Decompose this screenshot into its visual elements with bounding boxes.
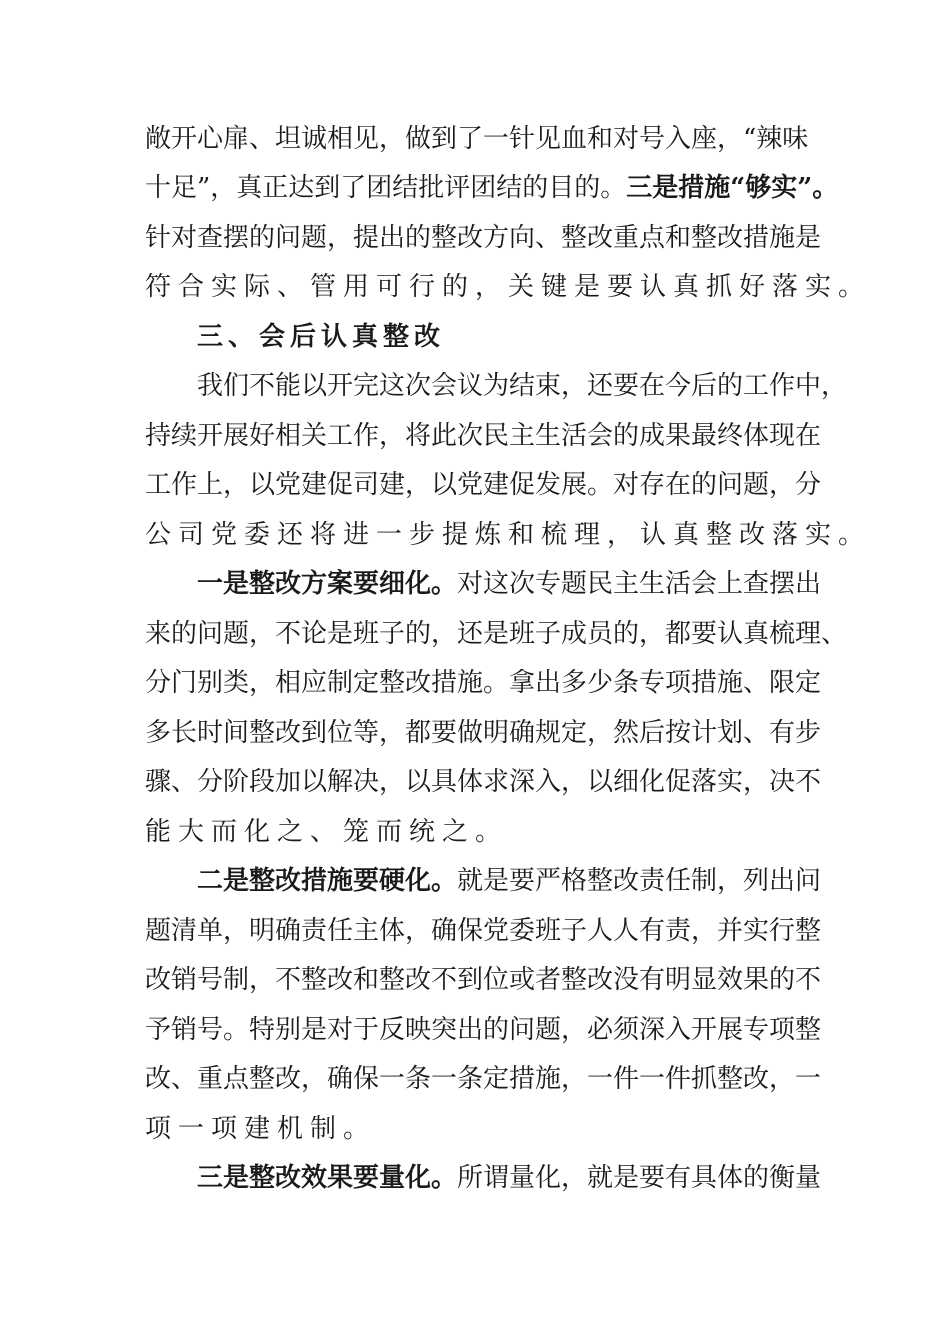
paragraph-line <box>145 617 848 651</box>
paragraph-line <box>145 815 806 849</box>
text-segment: 敞开心扉、坦诚相见，做到了一针见血和对号入座，“辣味 <box>145 124 809 154</box>
text-segment: 能大而化之、笼而统之。 <box>145 817 509 847</box>
paragraph-line <box>145 666 822 700</box>
text-segment: 改销号制，不整改和整改不到位或者整改没有明显效果的不 <box>145 965 822 995</box>
paragraph-line <box>145 1112 806 1146</box>
text-segment: 十足”，真正达到了团结批评团结的目的。 <box>145 173 627 203</box>
emphasis-segment: 三是措施“够实”。 <box>626 173 839 203</box>
text-segment: 对这次专题民主生活会上查摆出 <box>457 569 822 599</box>
emphasis-segment: 二是整改措施要硬化。 <box>197 866 458 896</box>
text-segment: 改、重点整改，确保一条一条定措施，一件一件抓整改，一 <box>145 1064 822 1094</box>
text-segment: 骤、分阶段加以解决，以具体求深入，以细化促落实，决不 <box>145 767 822 797</box>
paragraph-line <box>145 765 822 799</box>
paragraph-line <box>145 221 822 255</box>
paragraph-line <box>145 419 822 453</box>
paragraph-line <box>145 468 822 502</box>
text-segment: 公司党委还将进一步提炼和梳理，认真整改落实。 <box>145 520 872 550</box>
text-segment: 我们不能以开完这次会议为结束，还要在今后的工作中， <box>197 371 848 401</box>
text-segment: 予销号。特别是对于反映突出的问题，必须深入开展专项整 <box>145 1015 822 1045</box>
paragraph-line <box>145 171 839 205</box>
text-segment: 分门别类，相应制定整改措施。拿出多少条专项措施、限定 <box>145 668 822 698</box>
paragraph-line <box>145 270 872 304</box>
section-heading <box>197 320 806 354</box>
paragraph-line <box>145 1013 822 1047</box>
text-segment: 题清单，明确责任主体，确保党委班子人人有责，并实行整 <box>145 916 822 946</box>
heading-text: 三、会后认真整改 <box>197 322 446 352</box>
text-segment: 持续开展好相关工作，将此次民主生活会的成果最终体现在 <box>145 421 822 451</box>
paragraph-line <box>145 1062 822 1096</box>
paragraph-line <box>197 369 848 403</box>
text-segment: 工作上，以党建促司建，以党建促发展。对存在的问题，分 <box>145 470 822 500</box>
text-segment: 项一项建机制。 <box>145 1114 377 1144</box>
paragraph-line <box>197 567 822 601</box>
text-segment: 多长时间整改到位等，都要做明确规定，然后按计划、有步 <box>145 718 822 748</box>
paragraph-line <box>197 864 822 898</box>
paragraph-line <box>145 518 872 552</box>
paragraph-line <box>145 122 809 156</box>
text-segment: 来的问题，不论是班子的，还是班子成员的，都要认真梳理、 <box>145 619 848 649</box>
emphasis-segment: 三是整改效果要量化。 <box>197 1163 458 1193</box>
text-segment: 就是要严格整改责任制，列出问 <box>457 866 822 896</box>
text-segment: 针对查摆的问题，提出的整改方向、整改重点和整改措施是 <box>145 223 822 253</box>
text-segment: 所谓量化，就是要有具体的衡量 <box>457 1163 822 1193</box>
paragraph-line <box>145 716 822 750</box>
text-segment: 符合实际、管用可行的，关键是要认真抓好落实。 <box>145 272 872 302</box>
paragraph-line <box>145 914 822 948</box>
emphasis-segment: 一是整改方案要细化。 <box>197 569 458 599</box>
paragraph-line <box>197 1161 822 1195</box>
paragraph-line <box>145 963 822 997</box>
